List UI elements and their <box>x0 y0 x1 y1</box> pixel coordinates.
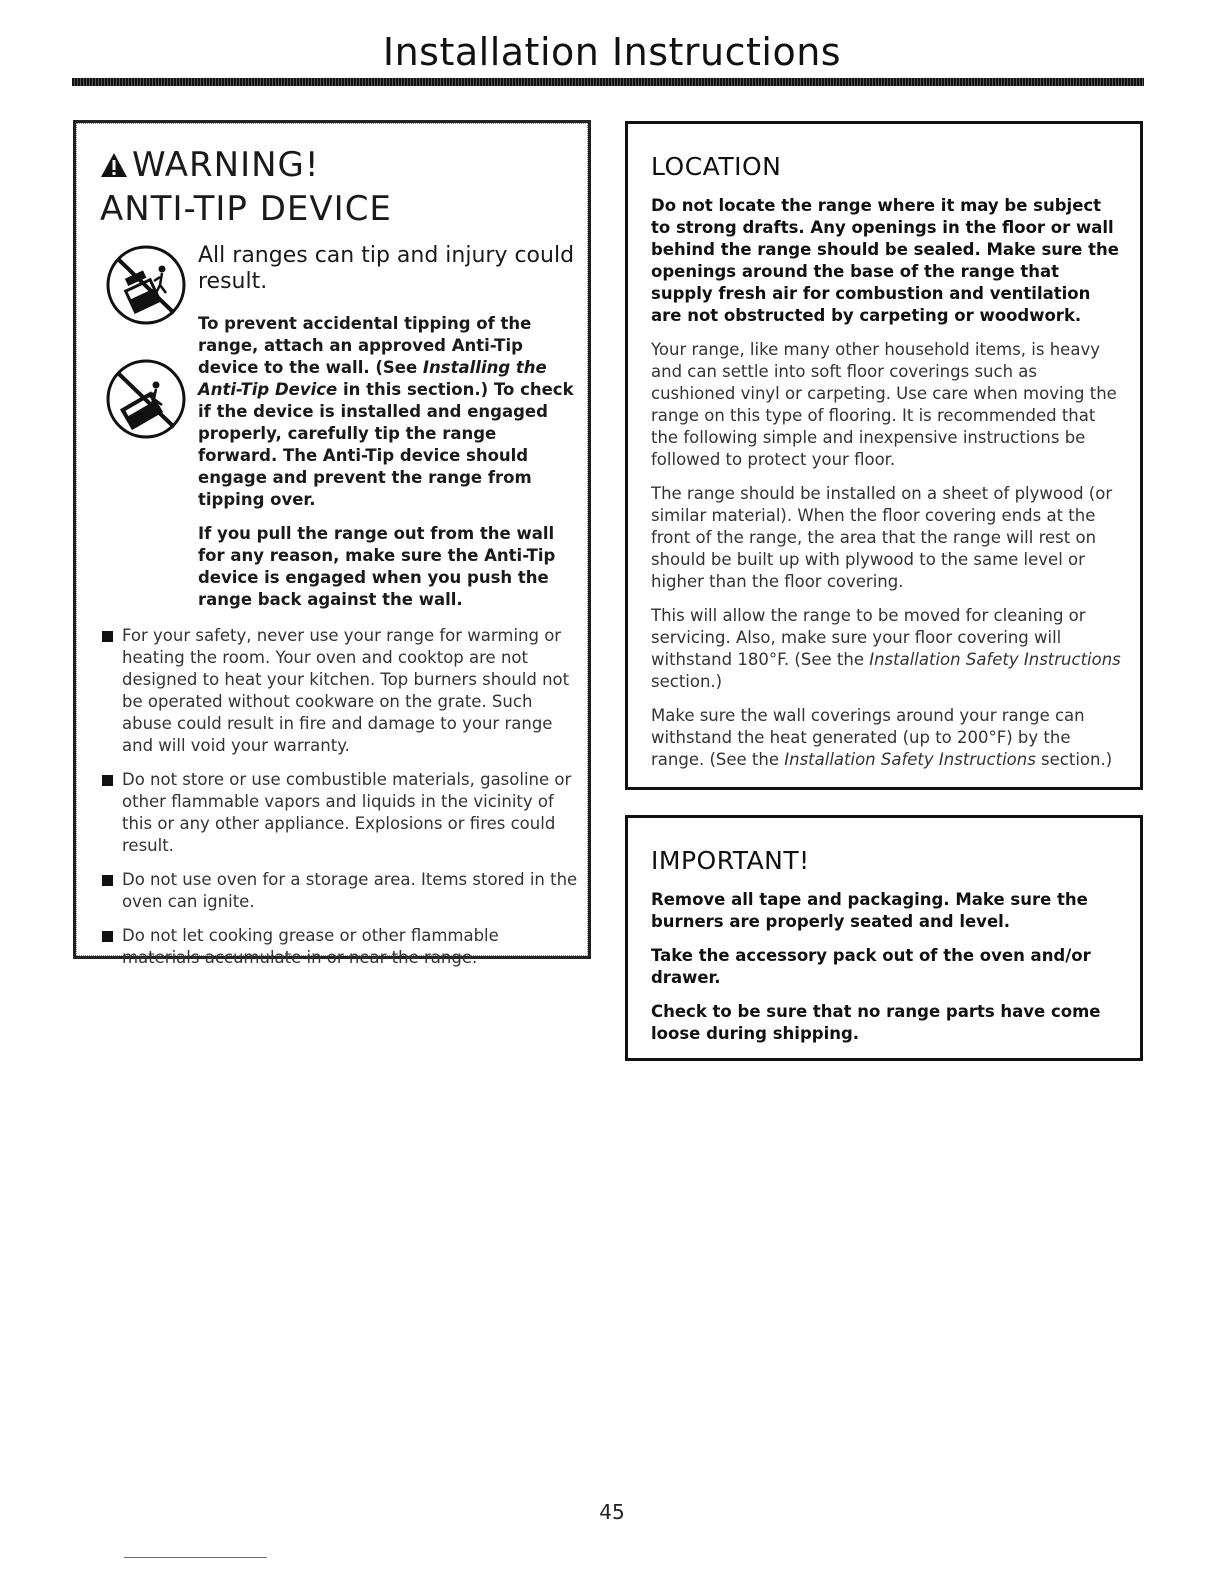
no-tipping-range-icon <box>104 243 188 327</box>
important-item: Take the accessory pack out of the oven and/or drawer. <box>651 946 1091 987</box>
location-paragraph: Your range, like many other household items, is heavy and can settle into soft floor coverings such as cushioned vinyl or carpeting. Use care when moving the range on this type of flooring. It is recommended that the following simple and inexpensive instructions be followed to protect your floor. <box>651 340 1117 469</box>
warning-heading: WARNING! <box>132 145 320 185</box>
anti-tip-reengage-paragraph: If you pull the range out from the wall for any reason, make sure the Anti-Tip device is engaged when you push the range back against the wall. <box>198 524 556 609</box>
location-paragraph: The range should be installed on a sheet of plywood (or similar material). When the floor covering ends at the front of the range, the area that the range will rest on should be built up with plywood to the same level or higher than the floor covering. <box>651 484 1113 591</box>
location-heading: LOCATION <box>651 152 782 181</box>
important-item: Remove all tape and packaging. Make sure the burners are properly seated and level. <box>651 890 1088 931</box>
location-warning-paragraph: Do not locate the range where it may be subject to strong drafts. Any openings in the floor or wall behind the range should be sealed. Make sure the openings around the base of the range that supply fresh air for combustion and ventilation are not obstructed by carpeting or woodwork. <box>651 196 1119 325</box>
list-item: For your safety, never use your range for warming or heating the room. Your oven and cooktop are not designed to heat your kitchen. Top burners should not be operated without cookware on the grate. Such abuse could result in fire and damage to your range and will void your warranty. <box>100 625 578 757</box>
warning-box <box>73 120 591 967</box>
location-paragraph: This will allow the range to be moved for cleaning or servicing. Also, make sure your floor covering will withstand 180°F. (See the Installation Safety Instructions section.) <box>651 606 1121 691</box>
important-box <box>625 815 1143 1061</box>
warning-body <box>100 243 578 981</box>
anti-tip-text <box>198 243 578 611</box>
safety-instructions-reference: Installation Safety Instructions <box>869 650 1121 669</box>
anti-tip-lead: All ranges can tip and injury could result. <box>198 243 575 294</box>
warning-triangle-icon <box>100 151 128 179</box>
list-item: Do not let cooking grease or other flammable materials accumulate in or near the range. <box>100 925 578 969</box>
page-number: 45 <box>599 1500 625 1524</box>
anti-tip-section-reference: Installing the Anti-Tip Device <box>198 358 547 399</box>
location-box <box>625 121 1143 790</box>
footer-link-underline <box>124 1557 267 1558</box>
list-item: Do not store or use combustible materials, gasoline or other flammable vapors and liquids in the vicinity of this or any other appliance. Explosions or fires could result. <box>100 769 578 857</box>
warning-heading-block <box>100 143 392 231</box>
title-rule <box>72 78 1144 86</box>
no-climbing-oven-door-icon <box>104 357 188 441</box>
safety-instructions-reference: Installation Safety Instructions <box>784 750 1036 769</box>
page-title: Installation Instructions <box>382 30 842 74</box>
anti-tip-paragraph: To prevent accidental tipping of the range, attach an approved Anti-Tip device to the wall. (See Installing the Anti-Tip Device in this section.) To check if the device is installed and engaged properly, carefully tip the range forward. The Anti-Tip device should engage and prevent the range from tipping over. <box>198 314 574 509</box>
warning-bullet-list <box>100 625 578 969</box>
location-paragraph: Make sure the wall coverings around your range can withstand the heat generated (up to 200°F) by the range. (See the Installation Safety Instructions section.) <box>651 706 1113 769</box>
warning-subheading: ANTI-TIP DEVICE <box>100 189 392 229</box>
important-heading: IMPORTANT! <box>651 846 810 875</box>
list-item: Do not use oven for a storage area. Items stored in the oven can ignite. <box>100 869 578 913</box>
important-item: Check to be sure that no range parts have come loose during shipping. <box>651 1002 1101 1043</box>
